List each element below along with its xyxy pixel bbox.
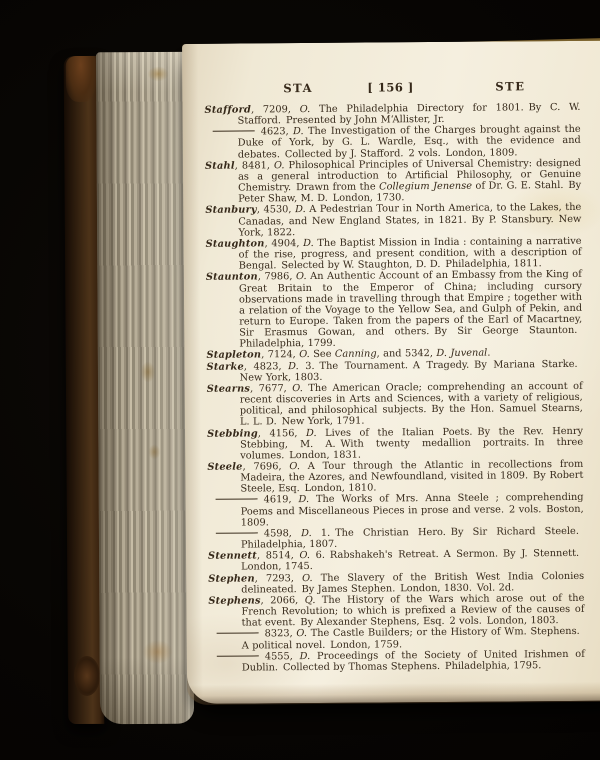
catalog-entry: Stanbury, 4530, D. A Pedestrian Tour in North America, to the Lakes, the Canadas, and New England States, in 1821. By P. Stansbury. New York, 1822. [205, 202, 582, 239]
catalog-entry: Stapleton, 7124, O. See Canning, and 5342, D. Juvenal. [206, 348, 491, 362]
catalog-entry: 4598, D. 1. The Christian Hero. By Sir Richard Steele. Philadelphia, 1807. [208, 526, 584, 551]
catalog-entry: Starke, 4823, D. 3. The Tournament. A Tragedy. By Mariana Starke. New York, 1803. [206, 358, 583, 384]
ditto-dash [217, 633, 259, 634]
catalog-entry: 4623, D. The Investigation of the Charges brought against the Duke of York, by G. L. Wardle, Esq., with the evidence and debates. Collected by J. Stafford. 2 vols. London, 1809. [205, 124, 581, 160]
catalog-entry: Stephen, 7293, O. The Slavery of the British West India Colonies delineated. By James Stephen. London, 1830. Vol. 2d. [208, 570, 585, 596]
catalog-entry: Stephens, 2066, Q. The History of the Wars which arose out of the French Revolution; to which is prefixed a Review of the causes of that event. By Alexander Stephens, Esq. 2 vols. London, 1803. [208, 592, 585, 629]
catalog-entry: Staughton, 4904, D. The Baptist Mission in India : containing a narrative of the rise, progress, and present condition, with a description of Bengal. Selected by W. Staughton, D. D. Philadelphia, 1811. [205, 235, 582, 272]
catalog-entry: Stennett, 8514, O. 6. Rabshakeh's Retreat. A Sermon. By J. Stennett. London, 1745. [207, 548, 585, 573]
page-number: [ 156 ] [367, 80, 414, 95]
ditto-dash [216, 532, 258, 533]
page-edges [96, 52, 194, 725]
catalog-entry: Staunton, 7986, O. An Authentic Account of an Embassy from the King of Great Britain to the Emperor of China; including cursory observations made in travelling through that Empire ; together with a relation of the Voyage to the Yellow Sea, and Gulph of Pekin, and return to Europe. Taken from the papers of the Earl of Macartney, Sir Erasmus Gowan, and others. By Sir George Staunton. Philadelphia, 1799. [205, 269, 583, 350]
ditto-dash [217, 655, 259, 656]
catalog-entry: 4619, D. The Works of Mrs. Anna Steele ; comprehending Poems and Miscellaneous Pieces in prose and verse. 2 vols. Boston, 1809. [208, 492, 584, 528]
page-content [182, 41, 585, 674]
catalog-entry: Stebbing, 4156, D. Lives of the Italian Poets. By the Rev. Henry Stebbing, M. A. With twenty medallion portraits. In three volumes. London, 1831. [207, 425, 584, 462]
ditto-dash [216, 499, 258, 500]
entries [204, 102, 584, 674]
catalog-entry: 8323, O. The Castle Builders; or the History of Wm. Stephens. A political novel. London, 1759. [209, 626, 585, 651]
catalog-entry: Steele, 7696, O. A Tour through the Atlantic in recollections from Madeira, the Azores, and Newfoundland, visited in 1809. By Robert Steele, Esq. London, 1810. [207, 458, 584, 495]
catalog-entry: Stahl, 8481, O. Philosophical Principles of Universal Chemistry: designed as a general introduction to Artificial Philosophy, or Genuine Chemistry. Drawn from the Collegium Jenense of Dr. G. E. Stahl. By Peter Shaw, M. D. London, 1730. [204, 157, 582, 205]
book-page [182, 41, 600, 704]
ditto-dash [213, 131, 255, 132]
catalog-entry: Stafford, 7209, O. The Philadelphia Directory for 1801. By C. W. Stafford. Presented by John M‘Allister, Jr. [204, 101, 581, 127]
running-head-left: STA [283, 80, 314, 96]
catalog-entry: Stearns, 7677, O. The American Oracle; comprehending an account of recent discoveries in Arts and Sciences, with a variety of religious, political, and philosophical subjects. By the Hon. Samuel Stearns, L. L. D. New York, 1791. [206, 380, 583, 428]
catalog-entry: 4555, D. Proceedings of the Society of United Irishmen of Dublin. Collected by Thomas Stephens. Philadelphia, 1795. [209, 649, 585, 674]
running-head-right: STE [495, 79, 526, 94]
running-head [204, 79, 580, 96]
